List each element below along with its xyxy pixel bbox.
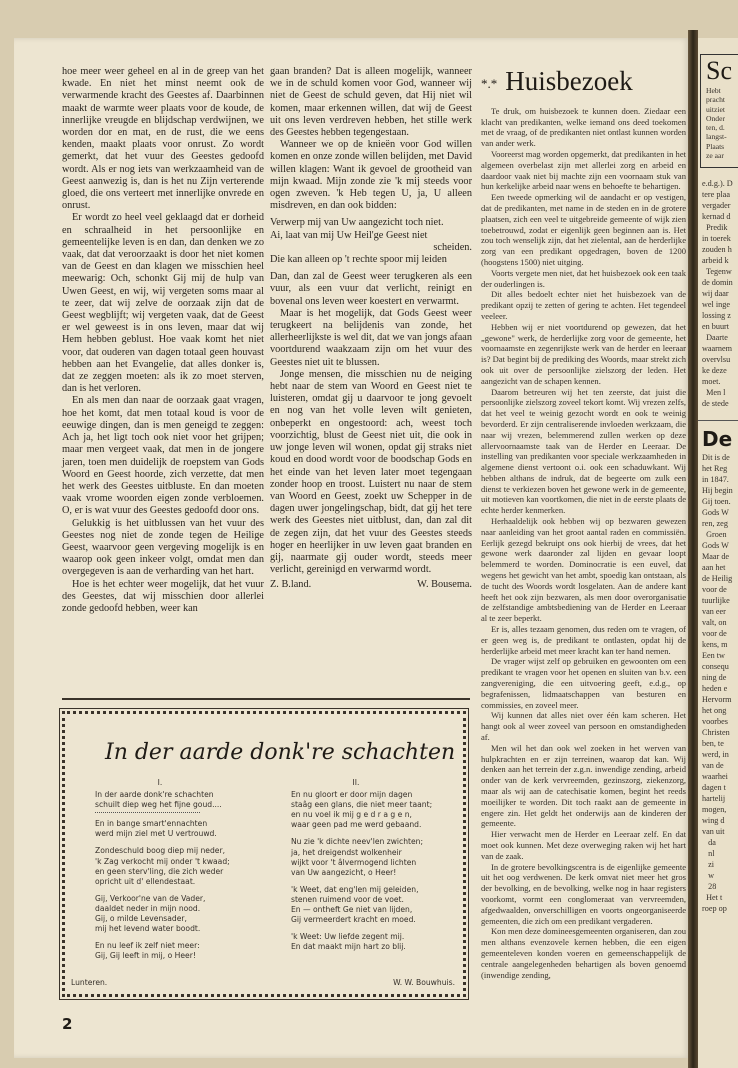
text-line: de stede <box>702 399 729 408</box>
paragraph: En als men dan naar de oorzaak gaat vragen, hoe het komt, dat men totaal koud is voor de eeuwige dingen, dan is men geneigd te zeggen: Ach ja, het ligt toch ook niet voor het grijpen; maar men vergeet vaak, dat men in de jongere jaren, toen men duidelijk de roepstem van Gods Woord en Geest hoorde, zich verzette, dat men het werk des Geestes uitbluste. En dan moeten vaak vrome woorden eigen zonde verbloemen. O, er is wat vuur des Geestes gedoofd door ons. <box>62 395 264 517</box>
psalm-verse <box>270 217 472 266</box>
poem-line: En — ontheft Ge niet van lijden, <box>291 905 413 915</box>
text-line: Hij begin <box>702 486 733 495</box>
paragraph: Hier verwacht men de Herder en Leeraar zelf. En dat moet ook kunnen. Met deze overweging raken wij het hart van de zaak. <box>481 829 686 861</box>
paragraph: Wanneer we op de knieën voor God willen komen en onze zonde willen belijden, met David willen klagen: Want ik gevoel de grootheid van mijn kwaad. Mijn zonde zie 'k mij steeds voor ogen zweven. 'k Heb tegen U, ja, U alleen misdreven, en dan ook bidden: <box>270 139 472 212</box>
ornament-icon: *.* <box>481 75 498 91</box>
paragraph: Dit alles bedoelt echter niet het huisbezoek van de predikant opzij te zetten of gering te achten. Het tegendeel veeleer. <box>481 289 686 321</box>
poem-line: En nu leef ik zelf niet meer: <box>95 941 200 951</box>
poem-line: wijkt voor 't âlvermogend lichten <box>291 857 417 867</box>
paragraph: Te druk, om huisbezoek te kunnen doen. Ziedaar een klacht van predikanten, welke iemand ons deed toekomen met de vraag, of de predikanten niet ontlast kunnen worden van ander werk. <box>481 105 686 149</box>
text-line: Gods W <box>702 508 729 517</box>
text-line: uitziet <box>706 104 725 114</box>
poem-line: stenen ruimend voor de voet. <box>291 894 404 904</box>
text-line: zi <box>702 860 715 869</box>
text-line: valt, on <box>702 618 727 627</box>
text-line: Plaats <box>706 141 725 151</box>
poem-line: Zondeschuld boog diep mij neder, <box>95 846 225 856</box>
text-line: Groen <box>702 530 727 539</box>
text-line: wing d <box>702 816 725 825</box>
text-line: van eer <box>702 607 726 616</box>
poem-line: ja, het dreigendst wolkenheir <box>291 847 402 857</box>
poem-line: en nu voel ik mij g e d r a g e n, <box>291 810 412 820</box>
paragraph: Herhaaldelijk ook hebben wij op bezwaren gewezen naar aanleiding van het groot aantal raden en commissiën. Eerlijk gezegd bekruipt ons ook hierbij de vrees, dat het gewone werk daaronder zal lijden en gevaar loopt belemmerd te worden. Dominocratie is een euvel, dat wegens het gewicht van het ambt, spoedig kan ontstaan, als de tucht des Woords wordt losgelaten. Aan de andere kant heeft het ook zijn bezwaren, als men door overorganisatie de zelfstandige ambtsbediening van de Herder en Leeraar al te zeer beperkt. <box>481 516 686 624</box>
poem-line: 'k Weet, dat eng'len mij geleiden, <box>291 884 419 894</box>
poem-place: Lunteren. <box>71 978 108 987</box>
text-line: in 1847. <box>702 475 729 484</box>
paragraph: In de grotere bevolkingscentra is de eigenlijke gemeente uit het oog verdwenen. De kerk omvat niet meer het gros der bevolking, en de bevolking, welke nog in haar registers voorkomt, vormt een conglomeraat van vervreemden, afgedwaalden, onverschilligen en voorts ongeorganiseerde gemeenten, die zich om een predikant vergaderen. <box>481 861 686 926</box>
poem-stanza <box>95 790 230 810</box>
text-line: lossing z <box>702 311 731 320</box>
article-title <box>481 64 686 101</box>
article-signature <box>270 579 472 591</box>
text-line: Predik <box>702 223 728 232</box>
paragraph: Dan, dan zal de Geest weer terugkeren als een vuur, als een vuur dat verlicht, reinigt en bovenal ons leven weer koestert en verwarmt. <box>270 271 472 307</box>
text-line: Onder <box>706 113 725 123</box>
verse-line: Die kan alleen op 't rechte spoor mij leiden <box>270 254 447 266</box>
text-line: Gods W <box>702 541 729 550</box>
text-line: wij daar <box>702 289 729 298</box>
page-number: 2 <box>62 1015 73 1033</box>
poem-line: Nu zie 'k dichte neev'len zwichten; <box>291 837 424 847</box>
fragment-divider <box>698 420 738 421</box>
text-line: tuurlijke <box>702 596 730 605</box>
poem-stanza <box>95 894 230 934</box>
text-line: voorbes <box>702 717 728 726</box>
paragraph: De vrager wijst zelf op gebruiken en gewoonten om een predikant te vragen voor het openen en sluiten van b.v. een zangvereniging, die een uitvoering geeft, e.d.g., op begrafenissen, lidmaatschappen van besturen en commissies, en zoveel meer. <box>481 656 686 710</box>
text-line: en buurt <box>702 322 730 331</box>
text-line: het Reg <box>702 464 728 473</box>
text-line: w <box>702 871 715 880</box>
poem-part-numeral: I. <box>157 778 163 787</box>
text-line: Hebt <box>706 86 721 95</box>
poem-line: 'k Weet: Uw liefde zegent mij. <box>291 932 405 942</box>
poem-line: Gij vermeerdert kracht en moed. <box>291 915 416 925</box>
paragraph: Men wil het dan ook wel zoeken in het werven van hulpkrachten en er zijn terreinen, waarop dat kan. Wij denken aan het terrein der z.g.n. inwendige zending, arbeid onder van de kerk vervreemden, gezinszorg, ziekenzorg, maar als wij aan de catechisatie komen, begint het reeds moeilijker te worden. Dit toch raakt aan de gemeente in engere zin. Het geldt het onderwijs aan de kinderen der gemeente. <box>481 742 686 829</box>
adjacent-page-fragment <box>698 38 738 1068</box>
text-line: dagen t <box>702 783 726 792</box>
text-line: waarnem <box>702 344 733 353</box>
text-line: mogen, <box>702 805 727 814</box>
article-column-1 <box>62 66 264 615</box>
text-line: roep op <box>702 904 727 913</box>
poem-title: In der aarde donk're schachten <box>105 740 456 765</box>
fragment-box-content <box>706 56 732 160</box>
poem-line: Gij, o milde Levensader, <box>95 914 187 924</box>
paragraph: Jonge mensen, die misschien nu de neiging hebt naar de stem van Woord en Geest niet te luisteren, omdat gij u daarvoor te jong gevoelt en nog van het volle leven wilt genieten, onbeperkt en ongestoord: ach, weest toch voorzichtig, blust de Geest niet uit, die ook in uw jonge leven wil wonen, opdat gij straks niet koud en dood wordt voor de boodschap Gods en het einde van het leven later moet tegengaan zonder hoop en troost. Luistert nu naar de stem van Woord en Geest, zoekt uw Schepper in de dagen uwer jongelingschap, bidt, dat gij het tere werk des Geestes niet uitblust, dan, dan zal dit de zegen zijn, dat het vuur des Geestes steeds hoger en heerlijker in uw leven gaat branden en gij, naarmate gij ouder wordt, steeds meer verlicht, gereinigd en verwarmd wordt. <box>270 368 472 576</box>
page-gutter <box>688 30 698 1068</box>
text-line: kens, m <box>702 640 728 649</box>
fragment-article-2 <box>702 426 733 914</box>
paragraph: Wij kunnen dat alles niet over één kam scheren. Het hangt ook al weer zoveel van persoon en omstandigheden af. <box>481 710 686 743</box>
text-line: aan het <box>702 563 726 572</box>
text-line: kernad d <box>702 212 731 221</box>
text-line: e.d.g.). D <box>702 179 733 188</box>
poem-stanza <box>291 932 432 952</box>
text-line: ke deze <box>702 366 727 375</box>
poem-line: mij het levend water boodt. <box>95 924 201 934</box>
paragraph: Hebben wij er niet voortdurend op gewezen, dat het „gewone" werk, de herderlijke zorg voor de gemeente, het voornaamste en zegenrijkste werk van de herder en leeraar is? Dat begint bij de prediking des Woords, maar strekt zich ook uit over de persoonlijke zielszorg der leden. Het aangezicht van de schapen kennen. <box>481 321 686 386</box>
verse-line: scheiden. <box>433 241 472 253</box>
poem-line: En nu gloort er door mijn dagen <box>291 790 413 800</box>
text-line: Gij toen. <box>702 497 731 506</box>
poem-stanza <box>95 819 230 839</box>
text-line: Tegenw <box>702 267 732 276</box>
poem-line: En dat maakt mijn hart zo blij. <box>291 942 406 952</box>
text-line: moet. <box>702 377 721 386</box>
poem-stanza <box>291 837 432 877</box>
article-column-2 <box>270 66 472 592</box>
text-line: voor de <box>702 629 727 638</box>
text-line: heden e <box>702 684 728 693</box>
text-line: het ong <box>702 706 727 715</box>
poem-line: Gij, Verkoor'ne van de Vader, <box>95 893 206 903</box>
text-line: werd, in <box>702 750 729 759</box>
section-divider <box>62 698 470 700</box>
text-line: vergader <box>702 201 731 210</box>
text-line: wel inge <box>702 300 730 309</box>
paragraph: Daarom betreuren wij het ten zeerste, dat juist die persoonlijke zielszorg zoveel tekort komt. Wij vrezen zelfs, dat het veel te weinig gezocht wordt en ook te weinig bevorderd. Er zijn centraliserende invloeden werkzaam, die naar wij vrezen, belemmerend zullen werken op deze allervoornaamste taak van de Herder en Leeraar. De instelling van predikanten voor speciale werkzaamheden in algemene dienst vertoont o.i. ook een schaduwkant. Wij hebben althans de indruk, dat de begeerte om zulk een dienst te verkiezen boven het gewone werk in de gemeente, uit motieven kan voortkomen, die niet in de eerste plaats de echte herder kenmerken. <box>481 386 686 516</box>
text-line: Daarte <box>702 333 728 342</box>
text-line: tere plaa <box>702 190 730 199</box>
text-line: da <box>702 838 716 847</box>
text-line: Hervorm <box>702 695 732 704</box>
poem-line: werd mijn ziel met U vertrouwd. <box>95 829 217 839</box>
text-line: ning de <box>702 673 727 682</box>
text-line: consequ <box>702 662 729 671</box>
poem-stanza <box>291 885 432 925</box>
paragraph: Gelukkig is het uitblussen van het vuur des Geestes nog niet de zonde tegen de Heilige Geest, waarvoor geen vergeving mogelijk is en waarop ook geen inkeer volgt, omdat men dan overgegeven is aan de verharding van het hart. <box>62 517 264 578</box>
text-line: ren, zeg <box>702 519 728 528</box>
huisbezoek-article <box>481 64 686 980</box>
signature-place: Z. B.land. <box>270 579 312 591</box>
poem-line: Gij, Gij leeft in mij, o Heer! <box>95 951 196 961</box>
fragment-text <box>702 178 733 409</box>
dotted-separator <box>95 812 200 813</box>
text-line: waarhei <box>702 772 728 781</box>
paragraph: Hoe is het echter weer mogelijk, dat het vuur des Geestes, dat wij misschien door allerlei zonde gedoofd hebben, weer kan <box>62 578 264 614</box>
article-title-text: Huisbezoek <box>505 66 633 96</box>
poem-box <box>62 711 466 997</box>
poem-part-2 <box>291 778 432 959</box>
poem-stanza <box>291 790 432 830</box>
poem-line: waar geen pad me werd gebaand. <box>291 820 422 830</box>
paragraph: Maar is het mogelijk, dat Gods Geest weer terugkeert na belijdenis van zonde, het allerheerlijkste is wel dit, dat we van jongs afaan voortdurend waakzaam zijn om het vuur des Geestes niet uit te blussen. <box>270 307 472 368</box>
poem-line: 'k Zag verkocht mij onder 't kwaad; <box>95 856 230 866</box>
text-line: de domin <box>702 278 733 287</box>
paragraph: Voorts vergete men niet, dat het huisbezoek ook een taak der ouderlingen is. <box>481 267 686 289</box>
text-line: Men l <box>702 388 726 397</box>
poem-line: en geen sterv'ling, die zich weder <box>95 866 224 876</box>
text-line: zouden h <box>702 245 732 254</box>
verse-line: Verwerp mij van Uw aangezicht toch niet. <box>270 217 444 229</box>
paragraph: Kon men deze domineesgemeenten organiseren, dan zou men althans evenzovele kernen hebben, die een eigen gemeenteleven konden voeren en gemeenschappelijk de centrale aangelegenheden behartigen als boven genoemd (inwendige zending, <box>481 926 686 980</box>
fragment-heading: Sc <box>706 56 732 85</box>
text-line: voor de <box>702 585 727 594</box>
poem-signature <box>71 978 455 988</box>
paragraph: Vooreerst mag worden opgemerkt, dat predikanten in het algemeen overbelast zijn met allerlei zorg en arbeid en daardoor vaak niet bij machte zijn een voornaam stuk van hun kerkelijke arbeid naar wens en behoefte te behartigen. <box>481 148 686 192</box>
text-line: Christen <box>702 728 730 737</box>
text-line: ze aar <box>706 151 724 161</box>
text-line: nl <box>702 849 715 858</box>
poem-line: In der aarde donk're schachten <box>95 790 214 800</box>
paragraph: gaan branden? Dat is alleen mogelijk, wanneer we in de schuld komen voor God, wanneer wij niet de Geest de schuld geven, dat Hij niet wil komen, maar erkennen willen, dat wij de Geest uit ons leven verdreven hebben, het stille werk des Geestes hebben tegengestaan. <box>270 66 472 139</box>
paragraph: hoe meer weer geheel en al in de greep van het kwade. En niet het minst neemt ook de verwarmende kracht des Geestes af. Daarbinnen maakt de warmte weer plaats voor de koude, de innerlijke vreugde en blijdschap verdwijnen, we worden dor en mat, en de rust, die we eens kenden, maakt plaats voor onrust. Zo wordt gemerkt, dat het vuur des Geestes gedoofd wordt. Als er nog iets van werkzaamheid van de Geest aanwezig is, dan is het nu Zijn verterende gloed, die ons verteert met innerlijke onvrede en onrust. <box>62 66 264 212</box>
text-line: hartelij <box>702 794 726 803</box>
paragraph: Een tweede opmerking wil de aandacht er op vestigen, dat de predikanten, met name in de steden en in de grotere plaatsen, zich een veel te uitgebreide gemeente of wijk zien toebetrouwd, zodat er eigenlijk geen beginnen aan is. Het zou toch wenselijk zijn, dat het zielental, aan de herderlijke zorg van een predikant opgedragen, boven de 1200 (hoogstens 1500) niet uitging. <box>481 192 686 267</box>
text-line: van de <box>702 761 724 770</box>
poem-line: schuilt diep weg het fijne goud.... <box>95 800 222 810</box>
poem-line: daaldet neder in mijn nood. <box>95 903 201 913</box>
poem-part-1 <box>95 778 230 968</box>
text-line: ben, te <box>702 739 724 748</box>
poem-line: van Uw aangezicht, o Heer! <box>291 867 397 877</box>
poem-author: W. W. Bouwhuis. <box>393 978 455 987</box>
paragraph: Er is, alles tezaam genomen, dus reden om te vragen, of er geen weg is, de predikant te ontlasten, opdat hij de herderlijke arbeid met meer kracht kan ter hand nemen. <box>481 624 686 656</box>
poem-line: En in bange smart'ennachten <box>95 819 208 829</box>
text-line: langst- <box>706 132 727 142</box>
poem-stanza <box>95 846 230 886</box>
text-line: Het t <box>702 893 723 902</box>
poem-part-numeral: II. <box>352 778 360 787</box>
text-line: pracht <box>706 95 725 105</box>
text-line: ten, d. <box>706 123 725 133</box>
text-line: 28 <box>702 882 717 891</box>
text-line: overvlsu <box>702 355 731 364</box>
paragraph: Er wordt zo heel veel geklaagd dat er dorheid en schraalheid in het persoonlijke en gemeentelijke leven is en dan, dan denken we zo vaak, dat dat veroorzaakt is door het niet komen van de Geest en dan klagen we misschien heel meewarig: Och, schonkt Gij mij de hulp van Uwen Geest, en wij, wij vergeten soms maar al te zeer, dat wij zelve de oorzaak zijn dat de Geest wegblijft; wij vergeten vaak, dat de Geest er wel geweest is in ons leven, maar dat wij Hem hebben geblust. Hoe vaak komt het niet voor, dat ouderen van dagen totaal geen houvast hebben aan het Evangelie, dat alles donker is, dat ze zeggen moeten: als ik zo moet sterven, dan is het verloren. <box>62 212 264 395</box>
fragment-heading-2: De <box>702 427 733 451</box>
poem-line: staâg een glans, die niet meer taant; <box>291 800 433 810</box>
signature-author: W. Bousema. <box>417 579 472 591</box>
text-line: in toerek <box>702 234 731 243</box>
verse-line: Ai, laat van mij Uw Heil'ge Geest niet <box>270 229 428 241</box>
poem-stanza <box>95 941 230 961</box>
text-line: Maar de <box>702 552 730 561</box>
text-line: Dit is de <box>702 453 730 462</box>
text-line: arbeid k <box>702 256 729 265</box>
poem-line: opricht uit d' ellendestaat. <box>95 876 196 886</box>
text-line: Een tw <box>702 651 725 660</box>
text-line: van uit <box>702 827 725 836</box>
text-line: de Heilig <box>702 574 733 583</box>
